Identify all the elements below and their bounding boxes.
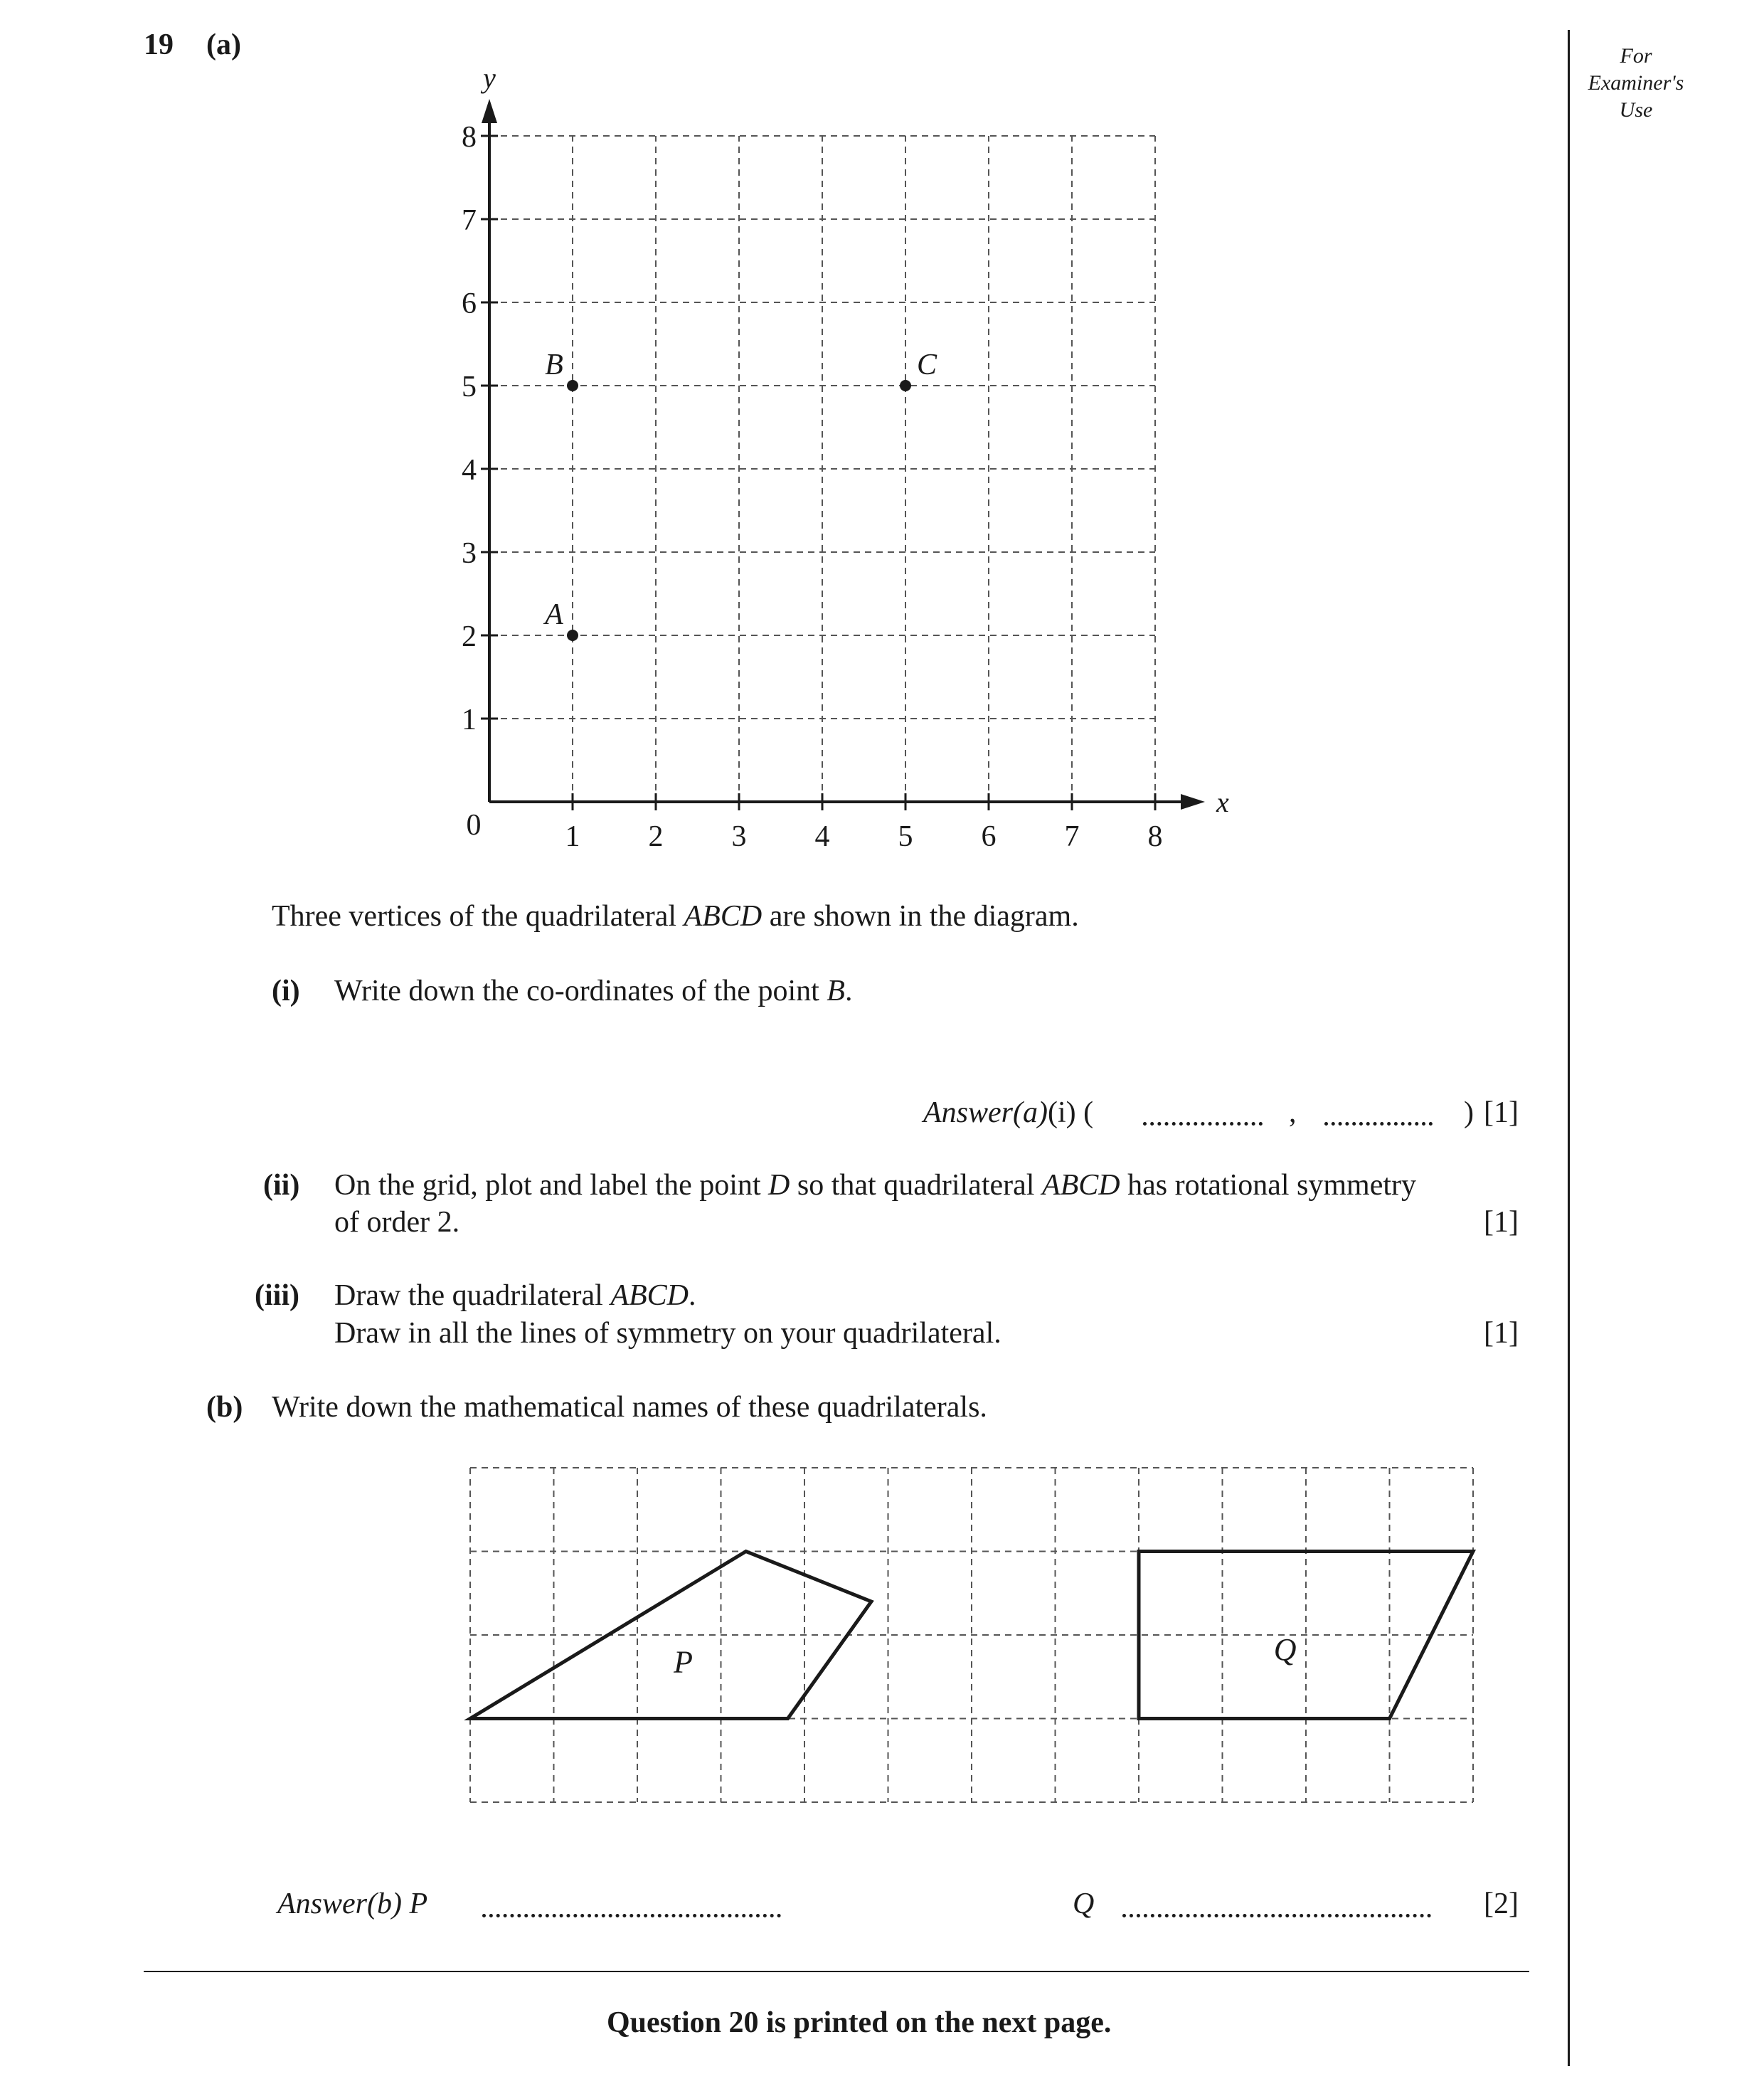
part-ii-number: (ii)	[263, 1169, 300, 1202]
part-b-label: (b)	[206, 1391, 243, 1424]
part-i-pre: Write down the co-ordinates of the point	[334, 975, 827, 1007]
y-tick-label: 6	[462, 287, 477, 320]
origin-label: 0	[466, 809, 482, 842]
part-iii-pre: Draw the quadrilateral	[334, 1279, 611, 1312]
x-tick-label: 8	[1147, 820, 1163, 853]
part-ii-line-2: of order 2.	[334, 1206, 460, 1239]
x-tick-label: 1	[565, 820, 580, 853]
point-b-label: B	[545, 349, 563, 381]
point-c-label: C	[916, 349, 937, 381]
part-ii-shape: ABCD	[1041, 1169, 1120, 1202]
part-ii-marks: [1]	[1484, 1206, 1519, 1239]
y-axis-label: y	[483, 62, 496, 94]
examiner-line-1: For	[1620, 44, 1652, 68]
answer-b-q-field[interactable]	[1122, 1914, 1431, 1917]
part-b-text: Write down the mathematical names of these quadrilaterals.	[272, 1391, 987, 1424]
y-tick-label: 2	[462, 620, 477, 653]
y-tick-label: 8	[462, 121, 477, 154]
shape-q-label: Q	[1273, 1632, 1297, 1667]
intro-post: are shown in the diagram.	[762, 900, 1079, 933]
x-tick-label: 6	[981, 820, 997, 853]
part-ii-post: has rotational symmetry	[1120, 1169, 1417, 1202]
y-tick-label: 3	[462, 537, 477, 570]
part-iii-number: (iii)	[255, 1279, 299, 1312]
part-i-point: B	[827, 975, 845, 1007]
bottom-rule	[144, 1971, 1529, 1972]
examiner-line-2: Examiner's	[1588, 71, 1684, 95]
answer-b-p-field[interactable]	[482, 1914, 781, 1917]
answer-b-marks: [2]	[1484, 1888, 1519, 1920]
part-iii-post: .	[688, 1279, 696, 1312]
part-iii-line-2: Draw in all the lines of symmetry on your quadrilateral.	[334, 1317, 1001, 1350]
intro-pre: Three vertices of the quadrilateral	[272, 900, 684, 933]
x-tick-label: 4	[814, 820, 830, 853]
point-a-label: A	[545, 598, 563, 631]
part-ii-point: D	[768, 1169, 790, 1202]
answer-b-q-label: Q	[1073, 1888, 1095, 1920]
question-number: 19	[144, 28, 174, 61]
x-tick-label: 2	[648, 820, 664, 853]
x-tick-label: 7	[1064, 820, 1080, 853]
answer-a-i-marks: [1]	[1484, 1096, 1519, 1129]
answer-a-i-comma: ,	[1289, 1096, 1297, 1129]
part-iii-marks: [1]	[1484, 1317, 1519, 1350]
part-a-label: (a)	[206, 28, 241, 61]
y-tick-label: 4	[462, 454, 477, 487]
examiner-line-3: Use	[1619, 98, 1653, 122]
part-i-number: (i)	[272, 975, 300, 1007]
x-tick-label: 3	[731, 820, 747, 853]
part-iii-shape: ABCD	[610, 1279, 689, 1312]
y-tick-label: 7	[462, 204, 477, 237]
shape-p-label: P	[674, 1644, 694, 1680]
y-tick-label: 5	[462, 371, 477, 403]
y-tick-label: 1	[462, 704, 477, 736]
answer-a-i-rest: (i) (	[1047, 1096, 1094, 1129]
footer-text: Question 20 is printed on the next page.	[607, 2006, 1112, 2039]
part-i-post: .	[844, 975, 853, 1007]
part-ii-mid: so that quadrilateral	[790, 1169, 1042, 1202]
x-tick-label: 5	[898, 820, 913, 853]
part-ii-pre: On the grid, plot and label the point	[334, 1169, 769, 1202]
answer-b-label: Answer(b) P	[277, 1888, 428, 1920]
answer-a-i-close: )	[1464, 1096, 1474, 1129]
intro-shape: ABCD	[684, 900, 763, 933]
x-axis-label: x	[1216, 786, 1229, 818]
answer-a-i-italic: Answer(a)	[923, 1096, 1048, 1129]
